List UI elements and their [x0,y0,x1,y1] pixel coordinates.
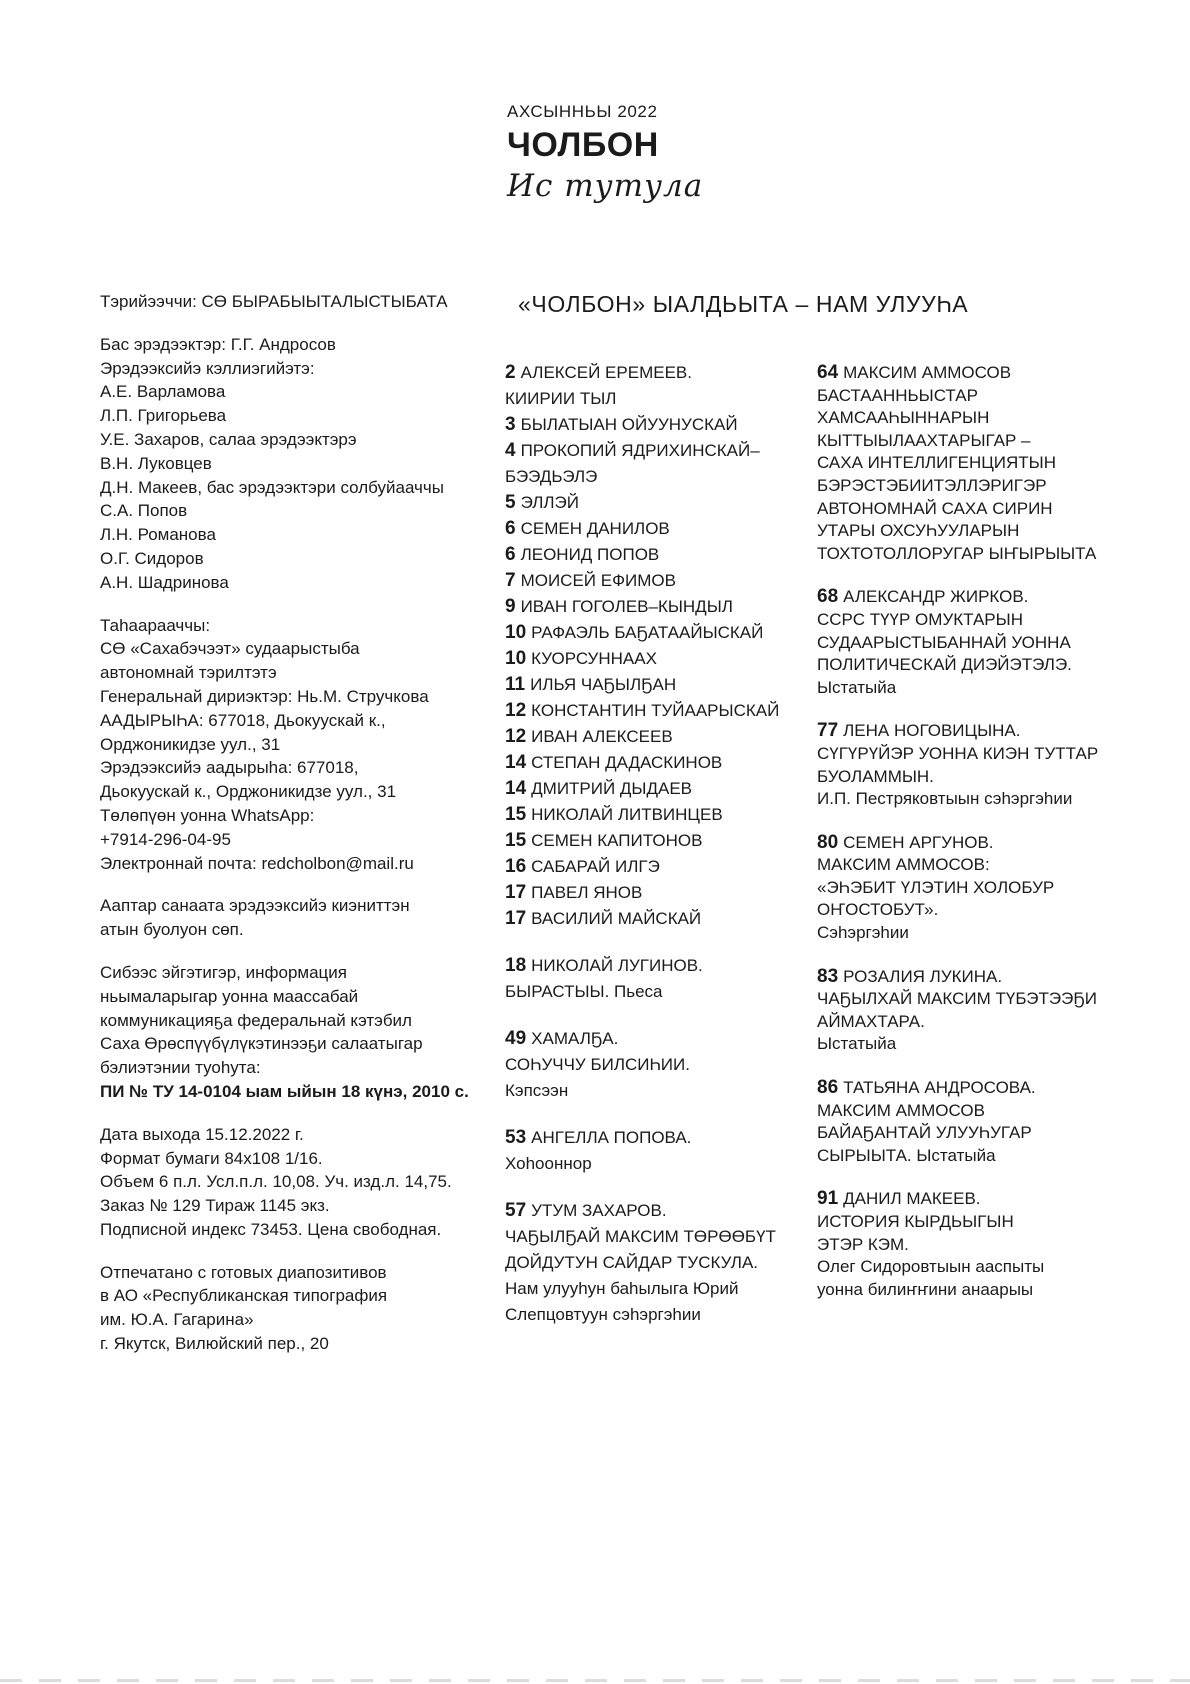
toc-page-number: 80 [817,831,839,853]
toc-entry-line: АЙМАХТАРА. [817,1011,925,1031]
imprint-line: ПИ № ТУ 14-0104 ыам ыйын 18 күнэ, 2010 с. [100,1081,469,1101]
toc-entry [505,646,810,672]
toc-entry-line: Сэһэргэһии [817,923,909,943]
toc-entry-line: уонна билиҥҥини анаарыы [817,1279,1034,1299]
toc-page-number: 77 [817,720,839,742]
imprint-line: Л.Н. Романова [100,525,216,545]
toc-entry-line: 77 ЛЕНА НОГОВИЦЫНА. [817,720,1021,742]
toc-entry-line: ДОЙДУТУН САЙДАР ТУСКУЛА. [505,1253,759,1272]
toc-entry-line: 10 РАФАЭЛЬ БАҔАТААЙЫСКАЙ [505,622,764,643]
toc-entry-line: СОҺУЧЧУ БИЛСИҺИИ. [505,1055,690,1074]
imprint-line: Саха Өрөспүүбүлүкэтинээҕи салаатыгар [100,1034,423,1054]
toc-entry-line: 6 ЛЕОНИД ПОПОВ [505,544,660,565]
imprint-line: автономнай тэрилтэтэ [100,663,277,683]
toc-entry-line: 6 СЕМЕН ДАНИЛОВ [505,518,670,539]
toc-page-number: 49 [505,1028,527,1049]
toc-right-column [817,362,1127,1301]
imprint-line: Орджоникидзе уул., 31 [100,734,281,754]
toc-entry [505,542,810,568]
toc-entry-line: 80 СЕМЕН АРГУНОВ. [817,831,994,853]
imprint-line: Объем 6 п.л. Усл.п.л. 10,08. Уч. изд.л. 14,75. [100,1172,452,1192]
imprint-line: Генеральнай дириэктэр: Нь.М. Стручкова [100,686,429,706]
imprint-line: г. Якутск, Вилюйский пер., 20 [100,1334,329,1354]
imprint-line: Подписной индекс 73453. Цена свободная. [100,1219,442,1239]
toc-entry-line: ХАМСААҺЫННАРЫН [817,408,990,428]
toc-entry-line: МАКСИМ АММОСОВ [817,1100,985,1120]
toc-entry-line: ТОХТОТОЛЛОРУГАР ЫҤЫРЫЫТА [817,543,1097,563]
imprint-line: коммуникацияҕа федеральнай кэтэбил [100,1010,412,1030]
toc-entry-line: 91 ДАНИЛ МАКЕЕВ. [817,1188,981,1210]
toc-entry [505,802,810,828]
toc-page-number: 17 [505,908,527,929]
imprint-line: +7914-296-04-95 [100,829,231,849]
toc-entry-line: 86 ТАТЬЯНА АНДРОСОВА. [817,1077,1036,1099]
toc-entry-line: 68 АЛЕКСАНДР ЖИРКОВ. [817,586,1029,608]
toc-entry-line: 2 АЛЕКСЕЙ ЕРЕМЕЕВ. [505,362,692,383]
imprint-line: Д.Н. Макеев, бас эрэдээктэри солбуйааччы [100,477,444,497]
imprint-line: У.Е. Захаров, салаа эрэдээктэрэ [100,429,357,449]
toc-entry-line: ИСТОРИЯ КЫРДЬЫГЫН [817,1212,1014,1231]
toc-entry [505,1198,810,1328]
toc-entry [505,698,810,724]
imprint-line: Төлөпүөн уонна WhatsApp: [100,805,315,825]
imprint-line: Отпечатано с готовых диапозитивов [100,1262,387,1282]
toc-page-number: 83 [817,965,839,987]
toc-entry-line: 64 МАКСИМ АММОСОВ [817,362,1012,383]
toc-middle-column [505,360,810,1328]
toc-page-number: 12 [505,726,527,747]
imprint-line: Заказ № 129 Тираж 1145 экз. [100,1196,330,1216]
imprint-line: атын буолуон сөп. [100,920,244,940]
toc-page-number: 6 [505,518,516,539]
toc-page-number: 18 [505,955,527,976]
toc-entry-line: Слепцовтуун сэһэргэһии [505,1305,701,1324]
toc-page-number: 11 [505,674,526,695]
toc-heading: «ЧОЛБОН» ЫАЛДЬЫТА – НАМ УЛУУҺА [518,291,969,317]
toc-entry [505,906,810,932]
imprint-line: Тэрийээччи: СӨ БЫРАБЫЫТАЛЫСТЫБАТА [100,292,448,311]
toc-page-number: 15 [505,830,527,851]
imprint-line: бэлиэтэнии туоһута: [100,1058,261,1078]
toc-entry-line: Кэпсээн [505,1081,569,1100]
toc-page-number: 53 [505,1127,527,1148]
toc-page-number: 5 [505,492,516,513]
toc-entry-line: СЫРЫЫТА. Ыстатыйа [817,1145,996,1165]
imprint-line: ньымаларыгар уонна маассабай [100,986,359,1006]
toc-page-number: 14 [505,752,527,773]
toc-page-number: 6 [505,544,516,565]
toc-entry-line: Нам улууһун баһылыга Юрий [505,1279,739,1298]
toc-entry-line: ЭТЭР КЭМ. [817,1234,909,1254]
toc-entry-line: САХА ИНТЕЛЛИГЕНЦИЯТЫН [817,453,1056,473]
toc-entry-line: 15 НИКОЛАЙ ЛИТВИНЦЕВ [505,804,723,825]
toc-entry [505,490,810,516]
toc-entry [505,360,810,412]
toc-entry [505,1125,810,1177]
imprint-paragraph [100,1261,505,1356]
toc-entry-line: 3 БЫЛАТЫАН ОЙУУНУСКАЙ [505,414,738,435]
toc-entry-line: СУДААРЫСТЫБАННАЙ УОННА [817,632,1071,652]
toc-entry [817,586,1127,699]
imprint-line: А.Е. Варламова [100,382,226,402]
toc-entry-line: Хоһооннор [505,1154,592,1173]
imprint-paragraph [100,894,505,942]
imprint-line: СӨ «Сахабэчээт» судаарыстыба [100,639,360,659]
toc-entry-line: 14 ДМИТРИЙ ДЫДАЕВ [505,778,693,799]
toc-page-number: 68 [817,586,839,608]
imprint-line: ААДЫРЫҺА: 677018, Дьокуускай к., [100,710,386,730]
toc-entry-line: И.П. Пестряковтыын сэһэргэһии [817,789,1073,809]
imprint-paragraph [100,961,505,1104]
toc-entry [817,966,1127,1056]
imprint-line: Эрэдээксийэ аадырыһа: 677018, [100,758,359,778]
imprint-paragraph [100,1123,505,1242]
toc-page-number: 7 [505,570,516,591]
toc-entry-line: УТАРЫ ОХСУҺУУЛАРЫН [817,521,1020,541]
toc-entry-line: БАЙАҔАНТАЙ УЛУУҺУГАР [817,1123,1032,1143]
toc-entry [505,620,810,646]
toc-entry-line: «ЭҺЭБИТ ҮЛЭТИН ХОЛОБУР [817,877,1055,897]
toc-entry-line: 49 ХАМАЛҔА. [505,1028,619,1049]
masthead [507,102,703,204]
toc-entry [817,720,1127,810]
imprint-paragraph [100,333,505,595]
magazine-title: ЧОЛБОН [507,126,659,164]
toc-entry [817,1077,1127,1167]
imprint-line: С.А. Попов [100,501,188,521]
imprint-line: Дата выхода 15.12.2022 г. [100,1124,304,1144]
toc-entry-line: 4 ПРОКОПИЙ ЯДРИХИНСКАЙ– [505,440,760,461]
page-edge-dashed-line [0,1679,1190,1682]
imprint-line: А.Н. Шадринова [100,572,229,592]
toc-entry-line: ССРС ТҮҮР ОМУКТАРЫН [817,609,1023,629]
toc-entry-line: ПОЛИТИЧЕСКАЙ ДИЭЙЭТЭЛЭ. [817,655,1072,675]
toc-entry-line: 57 УТУМ ЗАХАРОВ. [505,1200,667,1221]
toc-page-number: 12 [505,700,527,721]
toc-entry-line: КИИРИИ ТЫЛ [505,389,617,408]
toc-entry-line: 7 МОИСЕЙ ЕФИМОВ [505,570,676,591]
imprint-line: Электроннай почта: redcholbon@mail.ru [100,853,414,873]
imprint-line: Бас эрэдээктэр: Г.Г. Андросов [100,334,336,354]
toc-entry-line: Ыстатыйа [817,677,897,697]
toc-entry-line: 15 СЕМЕН КАПИТОНОВ [505,830,703,851]
toc-entry-line: 9 ИВАН ГОГОЛЕВ–КЫНДЫЛ [505,596,733,617]
toc-entry-line: СҮГҮРҮЙЭР УОННА КИЭН ТУТТАР [817,743,1099,763]
toc-entry [505,854,810,880]
toc-page-number: 86 [817,1077,839,1099]
imprint-line: О.Г. Сидоров [100,548,204,568]
toc-page-number: 64 [817,362,839,383]
toc-entry [505,724,810,750]
imprint-line: в АО «Республиканская типография [100,1286,388,1306]
toc-entry-line: БАСТААННЬЫСТАР [817,385,978,405]
toc-page-number: 91 [817,1188,839,1210]
toc-page-number: 17 [505,882,527,903]
toc-page-number: 57 [505,1200,527,1221]
toc-entry-line: ЧАҔЫЛҔАЙ МАКСИМ ТӨРӨӨБҮТ [505,1227,776,1246]
toc-entry-line: 83 РОЗАЛИЯ ЛУКИНА. [817,965,1003,987]
toc-entry-line: АВТОНОМНАЙ САХА СИРИН [817,498,1053,518]
toc-entry-line: 10 КУОРСУННААХ [505,648,657,669]
toc-entry-line: 14 СТЕПАН ДАДАСКИНОВ [505,752,723,773]
imprint-line: Формат бумаги 84х108 1/16. [100,1148,323,1168]
toc-entry [505,776,810,802]
toc-page-number: 2 [505,362,516,383]
toc-entry [505,953,810,1005]
imprint-line: В.Н. Луковцев [100,453,212,473]
toc-entry-line: КЫТТЫЫЛААХТАРЫГАР – [817,430,1031,450]
imprint-line: Л.П. Григорьева [100,406,227,426]
contents-subtitle: Ис тутула [507,168,704,204]
toc-entry-line: ЧАҔЫЛХАЙ МАКСИМ ТҮБЭТЭЭҔИ [817,989,1097,1009]
imprint-paragraph [100,614,505,876]
toc-page-number: 4 [505,440,516,461]
toc-entry-line: 18 НИКОЛАЙ ЛУГИНОВ. [505,955,703,976]
toc-entry-line: 17 ПАВЕЛ ЯНОВ [505,882,643,903]
imprint-line: им. Ю.А. Гагарина» [100,1310,254,1330]
toc-entry [505,880,810,906]
toc-entry [817,362,1127,565]
imprint-line: Таһаарааччы: [100,615,211,635]
toc-entry-line: 5 ЭЛЛЭЙ [505,492,579,513]
toc-entry [505,828,810,854]
imprint-line: Сибээс эйгэтигэр, информация [100,962,347,982]
toc-entry [505,438,810,490]
toc-page-number: 14 [505,778,527,799]
toc-entry [817,1188,1127,1301]
toc-page-number: 10 [505,648,527,669]
toc-page-number: 15 [505,804,527,825]
toc-entry-line: БУОЛАММЫН. [817,766,934,786]
imprint-column [100,290,505,1375]
imprint-line: Ааптар санаата эрэдээксийэ киэниттэн [100,896,410,916]
toc-entry-line: МАКСИМ АММОСОВ: [817,855,990,875]
toc-entry-line: БЫРАСТЫЫ. Пьеса [505,982,663,1001]
toc-entry-line: 17 ВАСИЛИЙ МАЙСКАЙ [505,908,702,929]
toc-entry-line: Ыстатыйа [817,1034,897,1054]
toc-page-number: 10 [505,622,527,643]
toc-entry [505,412,810,438]
toc-entry [817,832,1127,945]
toc-entry [505,750,810,776]
toc-page-number: 3 [505,414,516,435]
toc-entry-line: 12 КОНСТАНТИН ТУЙААРЫСКАЙ [505,700,780,721]
toc-page-number: 16 [505,856,527,877]
toc-entry-line: 11 ИЛЬЯ ЧАҔЫЛҔАН [505,674,677,695]
toc-entry [505,568,810,594]
toc-entry [505,1026,810,1104]
toc-entry-line: 16 САБАРАЙ ИЛГЭ [505,856,660,877]
toc-entry-line: 53 АНГЕЛЛА ПОПОВА. [505,1127,692,1148]
imprint-line: Дьокуускай к., Орджоникидзе уул., 31 [100,782,397,802]
toc-entry [505,516,810,542]
toc-entry-line: БЭРЭСТЭБИИТЭЛЛЭРИГЭР [817,475,1047,495]
toc-entry-line: Олег Сидоровтыын ааспыты [817,1257,1045,1277]
imprint-line: Эрэдээксийэ кэллиэгийэтэ: [100,358,315,378]
issue-date: АХСЫННЬЫ 2022 [507,102,658,121]
toc-entry [505,594,810,620]
toc-page-number: 9 [505,596,516,617]
toc-entry [505,672,810,698]
toc-entry-line: 12 ИВАН АЛЕКСЕЕВ [505,726,673,747]
toc-entry-line: БЭЭДЬЭЛЭ [505,467,598,486]
toc-entry-line: ОҤОСТОБУТ». [817,900,939,920]
imprint-paragraph [100,290,505,314]
